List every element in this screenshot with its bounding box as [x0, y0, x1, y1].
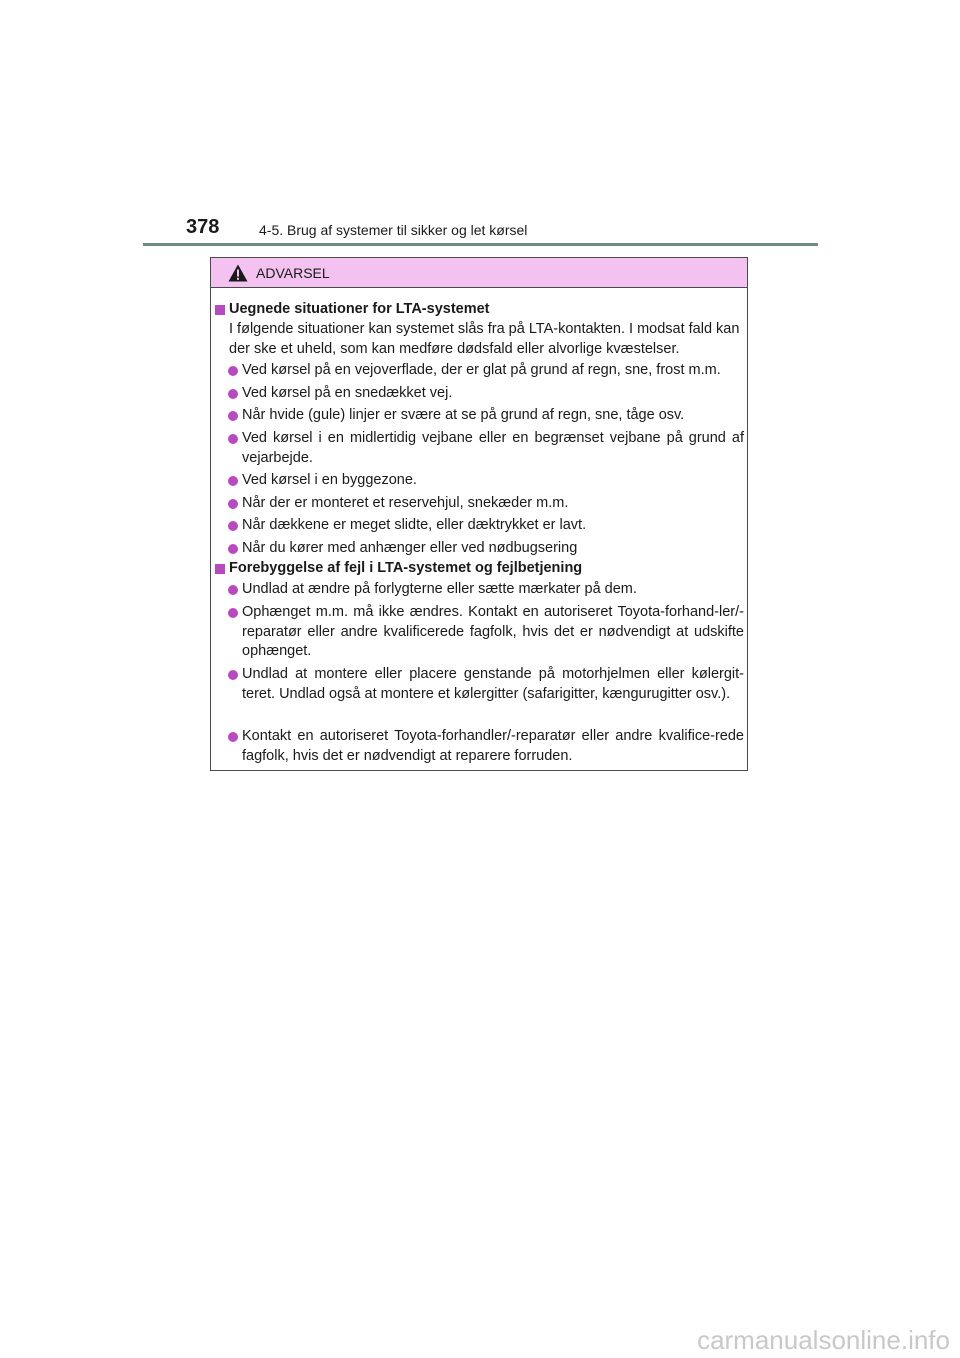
list-item-text: Undlad at montere eller placere genstande på motorhjelmen eller kølergit-teret. Undlad også at montere et kølergitter (safarigitter, kængurugitter osv.).: [242, 666, 744, 702]
list-item-text: Ved kørsel på en vejoverflade, der er glat på grund af regn, sne, frost m.m.: [242, 362, 721, 378]
bullet-icon: [228, 389, 238, 399]
list-item-text: Kontakt en autoriseret Toyota-forhandler/-reparatør eller andre kvalifice-rede fagfolk, hvis det er nødvendigt at reparere forruden.: [242, 728, 744, 764]
page-number: 378: [186, 216, 220, 238]
bullet-icon: [228, 521, 238, 531]
section-heading: Uegnede situationer for LTA-systemet: [229, 301, 490, 317]
list-item-text: Når der er monteret et reservehjul, snekæder m.m.: [242, 495, 569, 511]
bullet-icon: [228, 366, 238, 376]
bullet-icon: [228, 499, 238, 509]
list-item-text: Når du kører med anhænger eller ved nødbugsering: [242, 540, 578, 556]
square-bullet-icon: [215, 305, 225, 315]
bullet-icon: [228, 670, 238, 680]
section-heading: Forebyggelse af fejl i LTA-systemet og fejlbetjening: [229, 560, 583, 576]
warning-box: [210, 257, 748, 771]
bullet-icon: [228, 411, 238, 421]
bullet-icon: [228, 608, 238, 618]
watermark: carmanualsonline.info: [697, 1325, 950, 1355]
section-intro: I følgende situationer kan systemet slås fra på LTA-kontakten. I modsat fald kan der ske et uheld, som kan medføre dødsfald eller alvorlige kvæstelser.: [229, 321, 740, 357]
warning-header: [211, 258, 747, 288]
square-bullet-icon: [215, 564, 225, 574]
list-item-text: Ved kørsel i en byggezone.: [242, 472, 417, 488]
bullet-icon: [228, 544, 238, 554]
bullet-icon: [228, 732, 238, 742]
warning-label: ADVARSEL: [256, 265, 330, 281]
list-item-text: Ved kørsel i en midlertidig vejbane eller en begrænset vejbane på grund af vejarbejde.: [242, 430, 744, 466]
list-item-text: Når hvide (gule) linjer er svære at se på grund af regn, sne, tåge osv.: [242, 407, 685, 423]
list-item-text: Ved kørsel på en snedækket vej.: [242, 385, 453, 401]
warning-triangle-icon: [228, 264, 248, 282]
section-title: 4-5. Brug af systemer til sikker og let kørsel: [259, 222, 528, 238]
bullet-icon: [228, 585, 238, 595]
bullet-icon: [228, 476, 238, 486]
list-item-text: Når dækkene er meget slidte, eller dæktrykket er lavt.: [242, 517, 587, 533]
list-item-text: Undlad at ændre på forlygterne eller sætte mærkater på dem.: [242, 581, 637, 597]
bullet-icon: [228, 434, 238, 444]
list-item-text: Ophænget m.m. må ikke ændres. Kontakt en autoriseret Toyota-forhand-ler/-reparatør eller andre kvalificerede fagfolk, hvis det er nødvendigt at udskifte ophænget.: [242, 604, 744, 659]
page-header: [0, 0, 960, 250]
header-divider: [143, 243, 818, 246]
